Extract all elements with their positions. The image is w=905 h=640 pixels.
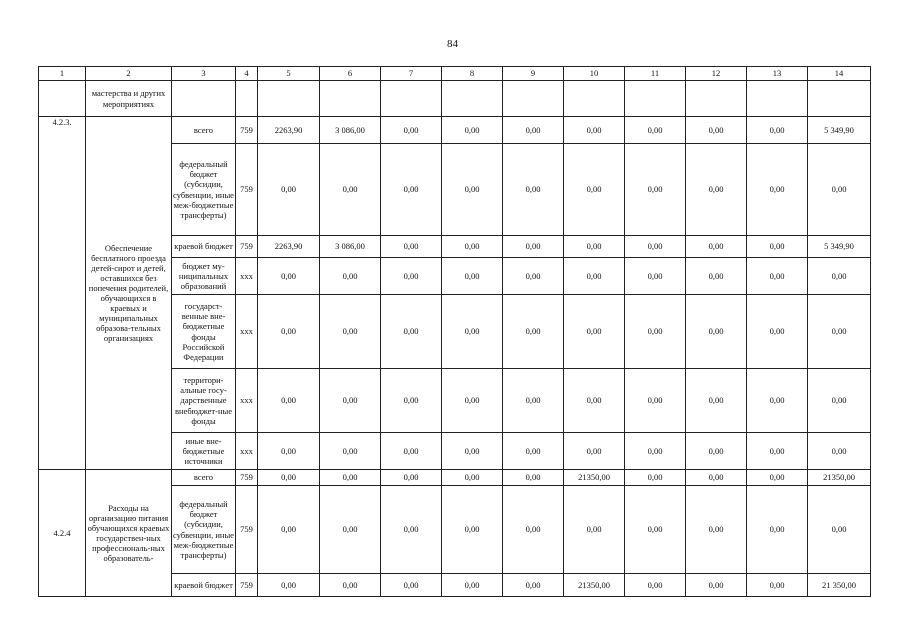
- value-cell: 3 086,00: [320, 236, 381, 258]
- funding-source: всего: [172, 470, 236, 486]
- value-cell: 3 086,00: [320, 117, 381, 144]
- column-header-8: 8: [442, 67, 503, 81]
- funding-source: государст-венные вне-бюджетные фонды Российской Федерации: [172, 295, 236, 369]
- value-cell: 0,00: [686, 433, 747, 470]
- value-cell: 0,00: [564, 117, 625, 144]
- value-cell: 0,00: [258, 433, 320, 470]
- column-header-14: 14: [808, 67, 871, 81]
- empty-cell: [381, 81, 442, 117]
- value-cell: 0,00: [503, 470, 564, 486]
- budget-table: [38, 66, 871, 597]
- empty-cell: [442, 81, 503, 117]
- funding-source: федеральный бюджет (субсидии, субвенции, иные меж-бюджетные трансферты): [172, 486, 236, 574]
- value-cell: 0,00: [381, 369, 442, 433]
- value-cell: 0,00: [503, 295, 564, 369]
- value-cell: 0,00: [320, 486, 381, 574]
- value-cell: 0,00: [258, 369, 320, 433]
- section-code: 4.2.4: [39, 470, 86, 597]
- value-cell: 5 349,90: [808, 117, 871, 144]
- column-header-10: 10: [564, 67, 625, 81]
- value-cell: 0,00: [808, 144, 871, 236]
- value-cell: 0,00: [564, 369, 625, 433]
- continuation-text: мастерства и других мероприятиях: [86, 81, 172, 117]
- value-cell: 0,00: [442, 574, 503, 597]
- budget-table-body: [39, 67, 871, 597]
- budget-code: xxx: [236, 369, 258, 433]
- value-cell: 0,00: [747, 236, 808, 258]
- funding-source: федеральный бюджет (субсидии, субвенции, иные меж-бюджетные трансферты): [172, 144, 236, 236]
- value-cell: 0,00: [747, 117, 808, 144]
- empty-cell: [747, 81, 808, 117]
- column-header-3: 3: [172, 67, 236, 81]
- empty-cell: [258, 81, 320, 117]
- section-name: Обеспечение бесплатного проезда детей-сирот и детей, оставшихся без попечения родителей, обучающихся в краевых и муниципальных образова-тельных организациях: [86, 117, 172, 470]
- continuation-code-cell: [39, 81, 86, 117]
- value-cell: 0,00: [564, 295, 625, 369]
- value-cell: 0,00: [503, 486, 564, 574]
- value-cell: 0,00: [381, 470, 442, 486]
- value-cell: 0,00: [442, 369, 503, 433]
- value-cell: 0,00: [747, 144, 808, 236]
- value-cell: 0,00: [747, 433, 808, 470]
- value-cell: 0,00: [686, 258, 747, 295]
- value-cell: 0,00: [258, 258, 320, 295]
- value-cell: 0,00: [503, 236, 564, 258]
- empty-cell: [564, 81, 625, 117]
- funding-source: иные вне-бюджетные источники: [172, 433, 236, 470]
- column-header-6: 6: [320, 67, 381, 81]
- value-cell: 0,00: [686, 236, 747, 258]
- value-cell: 0,00: [808, 486, 871, 574]
- funding-source: всего: [172, 117, 236, 144]
- continuation-row: [39, 81, 871, 117]
- value-cell: 0,00: [747, 258, 808, 295]
- value-cell: 0,00: [258, 574, 320, 597]
- value-cell: 0,00: [625, 369, 686, 433]
- value-cell: 0,00: [258, 295, 320, 369]
- value-cell: 0,00: [381, 574, 442, 597]
- column-header-2: 2: [86, 67, 172, 81]
- value-cell: 0,00: [625, 295, 686, 369]
- header-row: [39, 67, 871, 81]
- page-number: 84: [447, 38, 458, 50]
- value-cell: 0,00: [320, 295, 381, 369]
- value-cell: 0,00: [625, 574, 686, 597]
- section-code: 4.2.3.: [39, 117, 86, 470]
- value-cell: 0,00: [625, 470, 686, 486]
- table-row: [39, 470, 871, 486]
- empty-cell: [236, 81, 258, 117]
- empty-cell: [808, 81, 871, 117]
- value-cell: 0,00: [442, 295, 503, 369]
- funding-source: территори-альные госу-дарственные внебюджет-ные фонды: [172, 369, 236, 433]
- column-header-12: 12: [686, 67, 747, 81]
- column-header-7: 7: [381, 67, 442, 81]
- value-cell: 0,00: [258, 470, 320, 486]
- value-cell: 21350,00: [564, 574, 625, 597]
- value-cell: 0,00: [625, 258, 686, 295]
- value-cell: 0,00: [381, 144, 442, 236]
- value-cell: 0,00: [808, 295, 871, 369]
- value-cell: 0,00: [686, 369, 747, 433]
- funding-source: бюджет му-ниципальных образований: [172, 258, 236, 295]
- value-cell: 21350,00: [808, 470, 871, 486]
- value-cell: 0,00: [320, 369, 381, 433]
- value-cell: 0,00: [564, 144, 625, 236]
- value-cell: 0,00: [686, 144, 747, 236]
- value-cell: 0,00: [747, 369, 808, 433]
- value-cell: 0,00: [564, 433, 625, 470]
- empty-cell: [625, 81, 686, 117]
- value-cell: 5 349,90: [808, 236, 871, 258]
- value-cell: 0,00: [686, 117, 747, 144]
- value-cell: 0,00: [564, 486, 625, 574]
- value-cell: 0,00: [503, 433, 564, 470]
- value-cell: 0,00: [381, 486, 442, 574]
- budget-code: 759: [236, 236, 258, 258]
- value-cell: 0,00: [442, 258, 503, 295]
- value-cell: 0,00: [625, 433, 686, 470]
- value-cell: 0,00: [686, 486, 747, 574]
- budget-code: xxx: [236, 433, 258, 470]
- budget-code: 759: [236, 117, 258, 144]
- value-cell: 0,00: [442, 433, 503, 470]
- budget-code: 759: [236, 486, 258, 574]
- value-cell: 0,00: [442, 236, 503, 258]
- value-cell: 0,00: [381, 433, 442, 470]
- value-cell: 0,00: [503, 144, 564, 236]
- funding-source: краевой бюджет: [172, 574, 236, 597]
- table-row: [39, 117, 871, 144]
- value-cell: 0,00: [808, 369, 871, 433]
- value-cell: 2263,90: [258, 117, 320, 144]
- column-header-13: 13: [747, 67, 808, 81]
- value-cell: 0,00: [625, 236, 686, 258]
- value-cell: 0,00: [442, 144, 503, 236]
- value-cell: 0,00: [686, 295, 747, 369]
- value-cell: 0,00: [503, 117, 564, 144]
- empty-cell: [503, 81, 564, 117]
- value-cell: 0,00: [381, 295, 442, 369]
- funding-source: краевой бюджет: [172, 236, 236, 258]
- budget-code: 759: [236, 574, 258, 597]
- budget-code: 759: [236, 144, 258, 236]
- value-cell: 0,00: [320, 470, 381, 486]
- value-cell: 0,00: [625, 117, 686, 144]
- value-cell: 2263,90: [258, 236, 320, 258]
- value-cell: 0,00: [564, 236, 625, 258]
- section-name: Расходы на организацию питания обучающихся краевых государствен-ных профессиональ-ных образователь-: [86, 470, 172, 597]
- value-cell: 21 350,00: [808, 574, 871, 597]
- column-header-9: 9: [503, 67, 564, 81]
- column-header-4: 4: [236, 67, 258, 81]
- budget-code: 759: [236, 470, 258, 486]
- column-header-1: 1: [39, 67, 86, 81]
- value-cell: 0,00: [258, 144, 320, 236]
- value-cell: 0,00: [442, 470, 503, 486]
- column-header-11: 11: [625, 67, 686, 81]
- value-cell: 0,00: [320, 144, 381, 236]
- value-cell: 0,00: [381, 258, 442, 295]
- value-cell: 0,00: [564, 258, 625, 295]
- value-cell: 0,00: [808, 433, 871, 470]
- empty-cell: [686, 81, 747, 117]
- budget-code: xxx: [236, 258, 258, 295]
- value-cell: 0,00: [381, 236, 442, 258]
- value-cell: 0,00: [503, 574, 564, 597]
- value-cell: 0,00: [686, 470, 747, 486]
- column-header-5: 5: [258, 67, 320, 81]
- value-cell: 0,00: [625, 486, 686, 574]
- value-cell: 0,00: [747, 486, 808, 574]
- value-cell: 0,00: [442, 117, 503, 144]
- value-cell: 0,00: [381, 117, 442, 144]
- value-cell: 0,00: [258, 486, 320, 574]
- value-cell: 0,00: [747, 574, 808, 597]
- value-cell: 0,00: [747, 470, 808, 486]
- empty-cell: [320, 81, 381, 117]
- value-cell: 0,00: [320, 258, 381, 295]
- value-cell: 0,00: [686, 574, 747, 597]
- value-cell: 0,00: [320, 574, 381, 597]
- value-cell: 0,00: [808, 258, 871, 295]
- value-cell: 0,00: [503, 258, 564, 295]
- budget-code: xxx: [236, 295, 258, 369]
- value-cell: 0,00: [320, 433, 381, 470]
- empty-cell: [172, 81, 236, 117]
- value-cell: 21350,00: [564, 470, 625, 486]
- value-cell: 0,00: [747, 295, 808, 369]
- value-cell: 0,00: [442, 486, 503, 574]
- value-cell: 0,00: [625, 144, 686, 236]
- value-cell: 0,00: [503, 369, 564, 433]
